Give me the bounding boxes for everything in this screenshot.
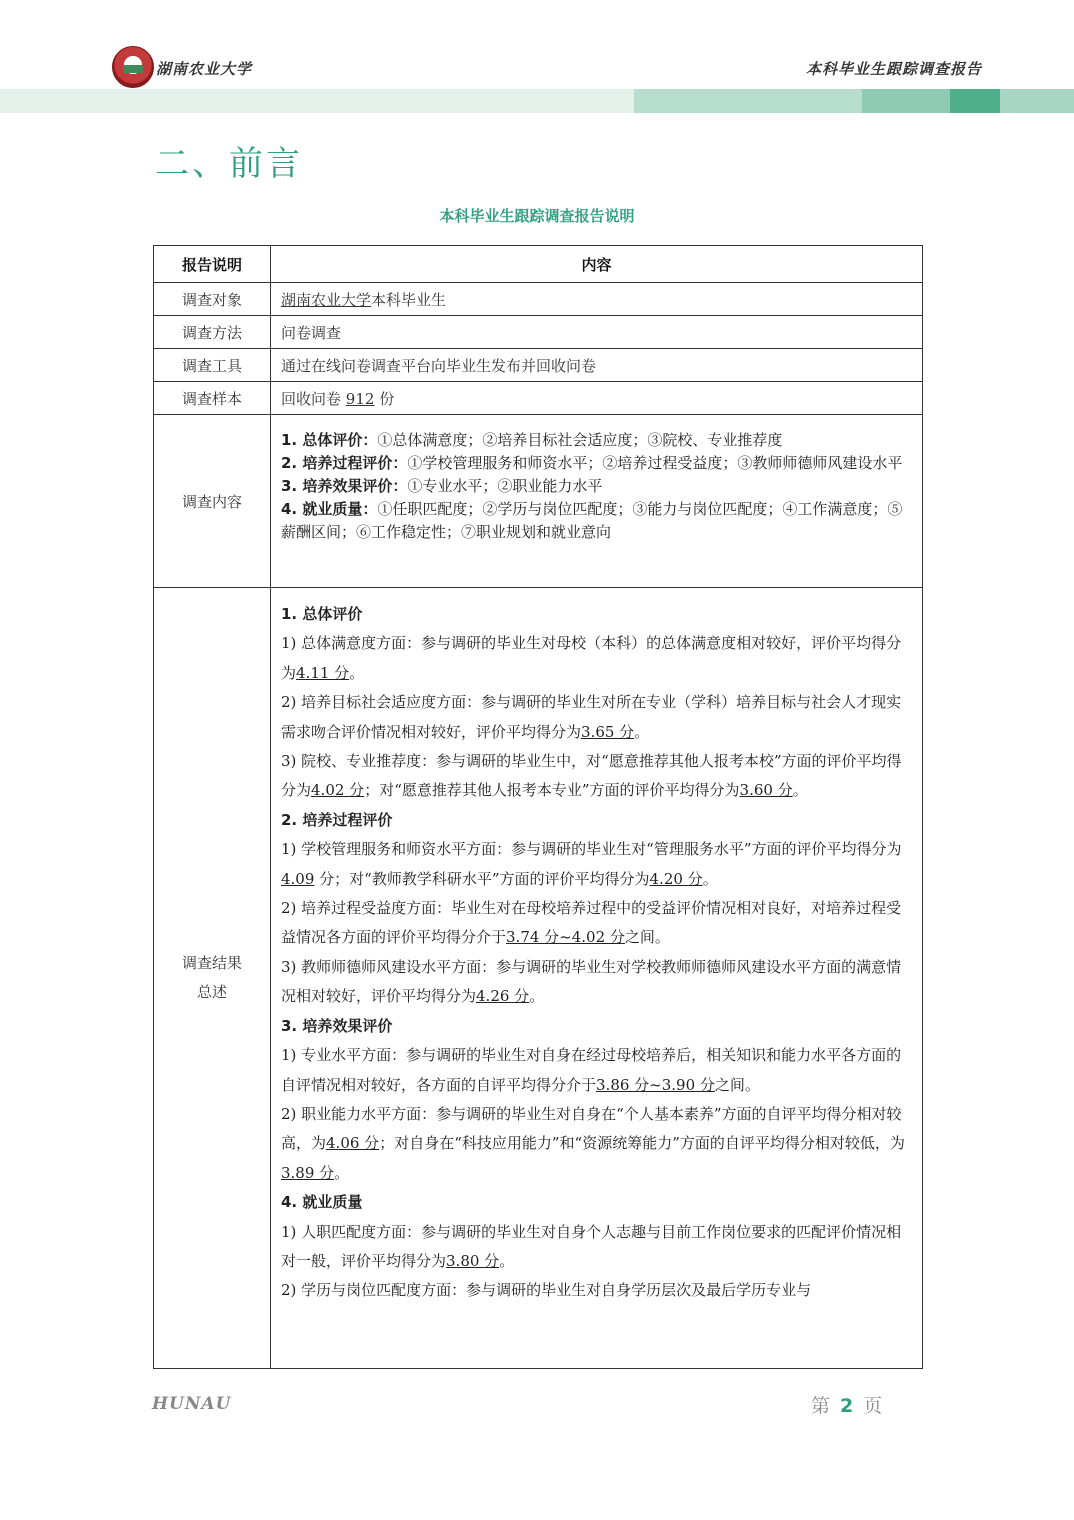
- content-item: [281, 498, 914, 544]
- header-band: [1000, 89, 1074, 113]
- summary-paragraph: 3) 院校、专业推荐度：参与调研的毕业生中，对“愿意推荐其他人报考本校”方面的评价平均得分为4.02 分；对“愿意推荐其他人报考本专业”方面的评价平均得分为3.60 分。: [281, 752, 902, 800]
- header-band: [634, 89, 862, 113]
- summary-paragraph: 1) 专业水平方面：参与调研的毕业生对自身在经过母校培养后，相关知识和能力水平各方面的自评情况相对较好，各方面的自评平均得分介于3.86 分~3.90 分之间。: [281, 1046, 902, 1094]
- column-header-content: 内容: [271, 246, 923, 283]
- table-row-content: [154, 415, 923, 588]
- summary-paragraph: 2) 职业能力水平方面：参与调研的毕业生对自身在“个人基本素养”方面的自评平均得分相对较高，为4.06 分；对自身在“科技应用能力”和“资源统筹能力”方面的自评平均得分相对较低，为3.89 分。: [281, 1104, 905, 1182]
- content-item-text: ①学校管理服务和师资水平；②培养过程受益度；③教师师德师风建设水平: [407, 454, 903, 472]
- university-logo-icon: [112, 46, 154, 88]
- summary-paragraph: 3) 教师师德师风建设水平方面：参与调研的毕业生对学校教师师德师风建设水平方面的满意情况相对较好，评价平均得分为4.26 分。: [281, 957, 902, 1006]
- row-label: 调查对象: [154, 283, 271, 316]
- header-band: [0, 89, 634, 113]
- summary-paragraph: 1) 人职匹配度方面：参与调研的毕业生对自身个人志趣与目前工作岗位要求的匹配评价情况相对一般，评价平均得分为3.80 分。: [281, 1222, 902, 1270]
- summary-paragraph: 1) 总体满意度方面：参与调研的毕业生对母校（本科）的总体满意度相对较好，评价平均得分为4.11 分。: [281, 634, 902, 682]
- report-description-table: [153, 245, 923, 1369]
- page-prefix: 第: [811, 1395, 831, 1417]
- content-item: [281, 475, 914, 498]
- content-item-head: 3. 培养效果评价：: [281, 477, 408, 495]
- content-item-head: 4. 就业质量：: [281, 500, 378, 518]
- row-value: [271, 283, 923, 316]
- summary-heading: 4. 就业质量: [281, 1193, 363, 1212]
- table-header-row: [154, 246, 923, 283]
- header-band: [862, 89, 950, 113]
- row-label: 调查内容: [154, 415, 271, 588]
- row-value: 通过在线问卷调查平台向毕业生发布并回收问卷: [271, 349, 923, 382]
- table-row: [154, 349, 923, 382]
- footer-logo: HUNAU: [152, 1394, 232, 1414]
- table-row: [154, 283, 923, 316]
- content-item: [281, 452, 914, 475]
- summary-heading: 1. 总体评价: [281, 605, 363, 623]
- content-item-text: ①专业水平；②职业能力水平: [407, 477, 603, 495]
- row-label-line: 调查结果: [181, 954, 242, 972]
- university-link[interactable]: 湖南农业大学: [281, 290, 372, 309]
- page-header: [0, 0, 1074, 114]
- summary-paragraph: 2) 培养过程受益度方面：毕业生对在母校培养过程中的受益评价情况相对良好，对培养过程受益情况各方面的评价平均得分介于3.74 分~4.02 分之间。: [281, 899, 902, 947]
- row-label: 调查工具: [154, 349, 271, 382]
- content-list: [271, 415, 923, 588]
- content-item-text: ①总体满意度；②培养目标社会适应度；③院校、专业推荐度: [377, 431, 783, 449]
- page-number: [811, 1391, 882, 1418]
- summary-paragraph: 2) 培养目标社会适应度方面：参与调研的毕业生对所在专业（学科）培养目标与社会人才现实需求吻合评价情况相对较好，评价平均得分为3.65 分。: [281, 693, 902, 741]
- content-item: [281, 429, 914, 452]
- table-row: [154, 316, 923, 349]
- summary-content: [271, 588, 923, 1369]
- page-number-value: 2: [840, 1395, 854, 1417]
- content-item-head: 2. 培养过程评价：: [281, 454, 408, 472]
- header-band: [950, 89, 1000, 113]
- summary-heading: 3. 培养效果评价: [281, 1016, 393, 1035]
- sample-count: 912: [345, 389, 375, 408]
- row-label-line: 总述: [196, 983, 227, 1001]
- header-report-title: 本科毕业生跟踪调查报告: [805, 60, 982, 78]
- row-value-text: 本科毕业生: [371, 290, 447, 309]
- content-item-text: ①任职匹配度；②学历与岗位匹配度；③能力与岗位匹配度；④工作满意度；⑤薪酬区间；⑥工作稳定性；⑦职业规划和就业意向: [281, 500, 903, 541]
- summary-heading: 2. 培养过程评价: [281, 810, 393, 829]
- section-title: 二、前言: [155, 144, 303, 184]
- row-label: [154, 588, 271, 1369]
- row-value-text: 份: [374, 389, 395, 408]
- header-university-name: 湖南农业大学: [156, 60, 253, 78]
- row-value-text: 回收问卷: [281, 389, 346, 408]
- content-item-head: 1. 总体评价：: [281, 431, 378, 449]
- summary-paragraph: 2) 学历与岗位匹配度方面：参与调研的毕业生对自身学历层次及最后学历专业与: [281, 1281, 812, 1300]
- page-suffix: 页: [863, 1395, 883, 1417]
- summary-paragraph: 1) 学校管理服务和师资水平方面：参与调研的毕业生对“管理服务水平”方面的评价平均得分为4.09 分；对“教师教学科研水平”方面的评价平均得分为4.20 分。: [281, 840, 902, 888]
- row-value: 问卷调查: [271, 316, 923, 349]
- row-value: [271, 382, 923, 415]
- table-caption: 本科毕业生跟踪调查报告说明: [439, 207, 635, 225]
- table-row-summary: [154, 588, 923, 1369]
- column-header-description: 报告说明: [154, 246, 271, 283]
- table-row: [154, 382, 923, 415]
- row-label: 调查样本: [154, 382, 271, 415]
- row-label: 调查方法: [154, 316, 271, 349]
